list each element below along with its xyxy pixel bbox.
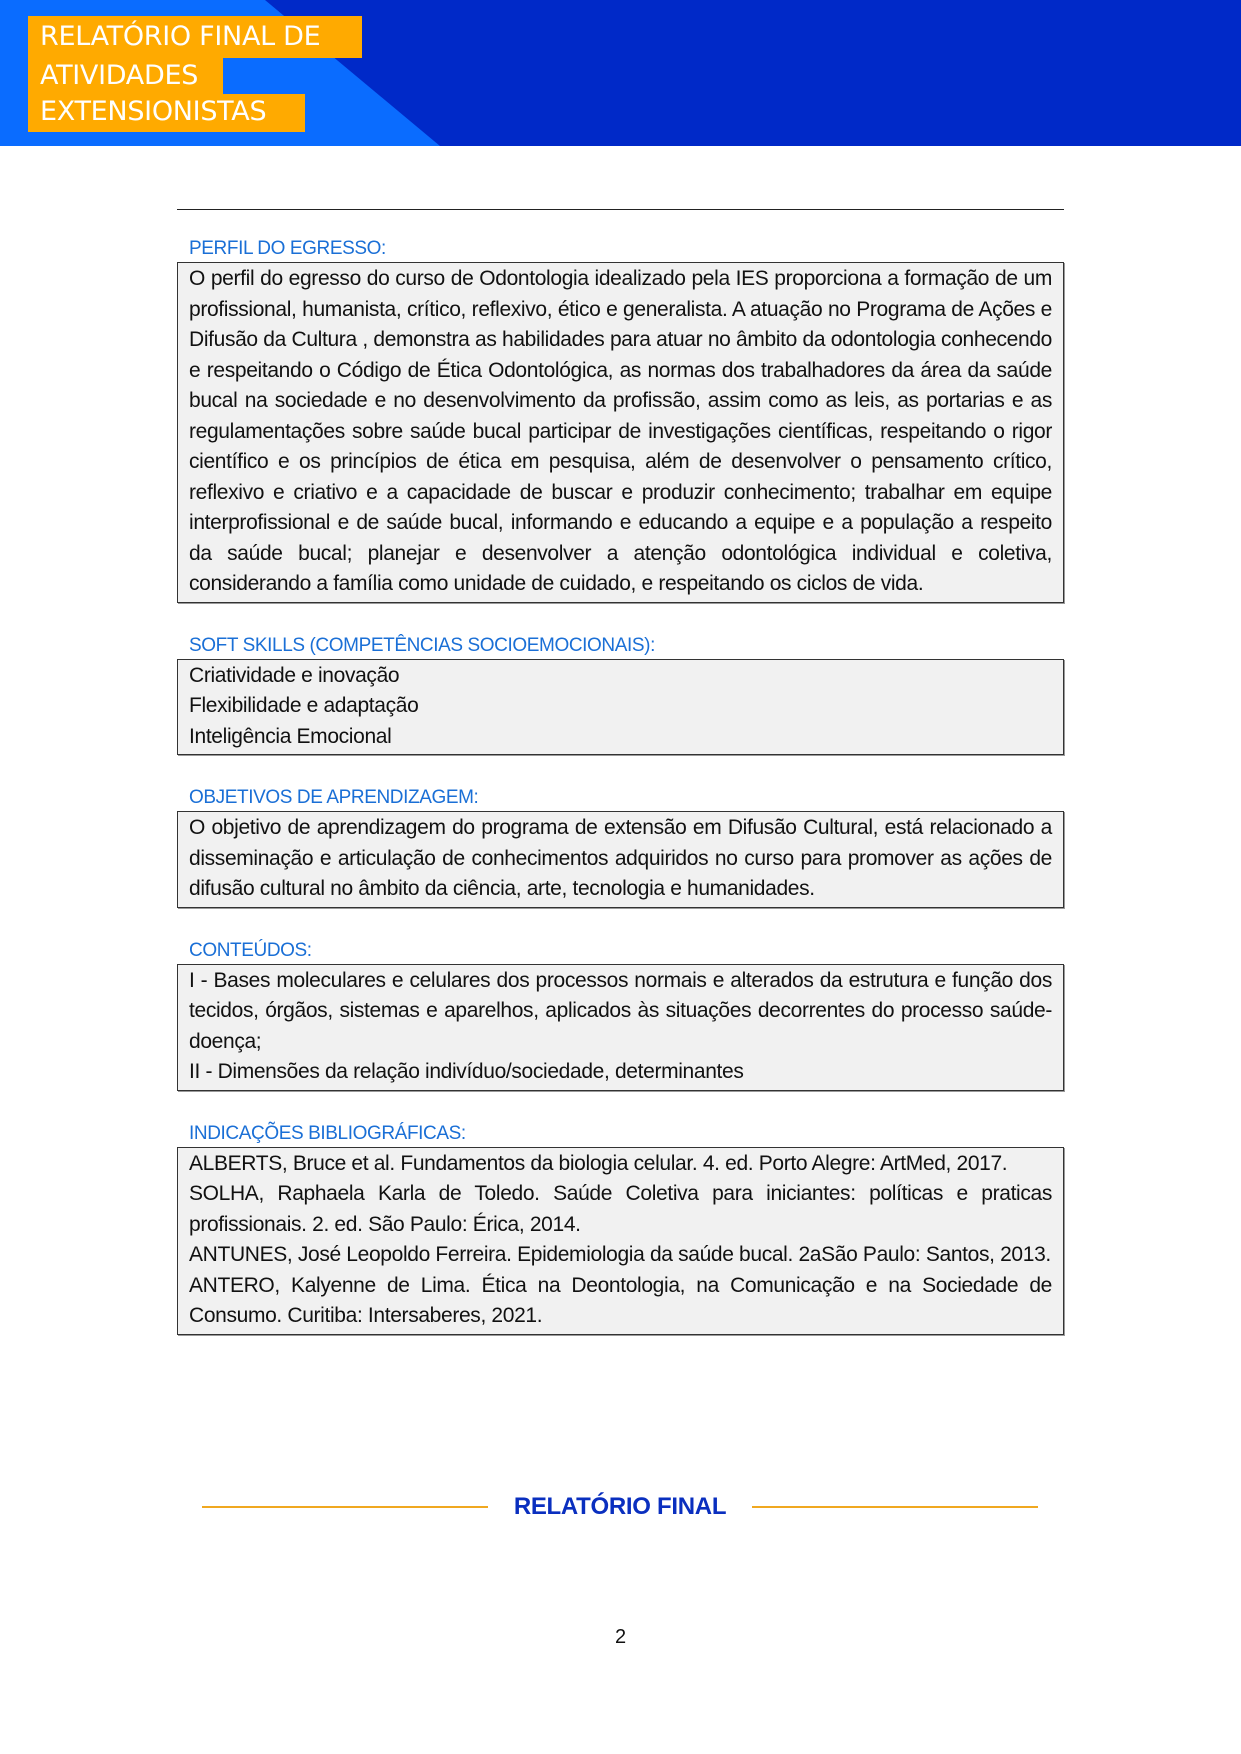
section-label: SOFT SKILLS (COMPETÊNCIAS SOCIOEMOCIONAIS):	[189, 634, 655, 656]
bibliography-entry: ANTUNES, José Leopoldo Ferreira. Epidemiologia da saúde bucal. 2aSão Paulo: Santos, 2013.	[189, 1243, 1051, 1266]
footer-title: RELATÓRIO FINAL	[513, 1493, 727, 1520]
header-banner	[0, 0, 1241, 146]
section-bibliografia	[177, 1121, 1064, 1335]
bibliography-entry: ALBERTS, Bruce et al. Fundamentos da biologia celular. 4. ed. Porto Alegre: ArtMed, 2017.	[189, 1151, 1008, 1175]
report-title-line-3: EXTENSIONISTAS	[28, 94, 305, 132]
document-body	[177, 236, 1064, 1335]
section-box	[177, 811, 1064, 908]
report-title-line-1: RELATÓRIO FINAL DE	[28, 16, 362, 58]
footer-rule-left	[202, 1506, 488, 1508]
section-label: PERFIL DO EGRESSO:	[189, 238, 386, 259]
section-perfil-egresso	[177, 236, 1064, 603]
section-box	[177, 1147, 1064, 1335]
section-label: OBJETIVOS DE APRENDIZAGEM:	[189, 787, 479, 808]
list-item: I - Bases moleculares e celulares dos processos normais e alterados da estrutura e função dos tecidos, órgãos, sistemas e aparelhos, aplicados às situações decorrentes do processo saúde-doença;	[189, 968, 1052, 1053]
section-label: CONTEÚDOS:	[189, 939, 312, 961]
section-box	[177, 964, 1064, 1091]
section-box	[177, 659, 1064, 756]
top-divider	[177, 209, 1064, 210]
section-box	[177, 262, 1064, 603]
section-soft-skills	[177, 633, 1064, 756]
footer-rule-right	[752, 1506, 1038, 1508]
page-number: 2	[614, 1626, 627, 1648]
objetivos-text: O objetivo de aprendizagem do programa de extensão em Difusão Cultural, está relacionado a disseminação e articulação de conhecimentos adquiridos no curso para promover as ações de difusão cultural no âmbito da ciência, arte, tecnologia e humanidades.	[189, 816, 1052, 900]
perfil-text: O perfil do egresso do curso de Odontologia idealizado pela IES proporciona a formação de um profissional, humanista, crítico, reflexivo, ético e generalista. A atuação no Programa de Ações e Difusão da Cultura , demonstra as habilidades para atuar no âmbito da odontologia conhecendo e respeitando o Código de Ética Odontológica, as normas dos trabalhadores da área da saúde bucal na sociedade e no desenvolvimento da profissão, assim como as leis, as portarias e as regulamentações sobre saúde bucal participar de investigações científicas, respeitando o rigor científico e os princípios de ética em pesquisa, além de desenvolver o pensamento crítico, reflexivo e criativo e a capacidade de buscar e produzir conhecimento; trabalhar em equipe interprofissional e de saúde bucal, informando e educando a equipe e a população a respeito da saúde bucal; planejar e desenvolver a atenção odontológica individual e coletiva, considerando a família como unidade de cuidado, e respeitando os ciclos de vida.	[189, 267, 1052, 595]
list-item: Criatividade e inovação	[189, 663, 400, 687]
list-item: Flexibilidade e adaptação	[189, 694, 419, 717]
bibliography-entry: ANTERO, Kalyenne de Lima. Ética na Deontologia, na Comunicação e na Sociedade de Consumo. Curitiba: Intersaberes, 2021.	[189, 1273, 1052, 1327]
footer-heading	[0, 1490, 1241, 1524]
report-title-line-2: ATIVIDADES	[28, 58, 223, 94]
section-objetivos	[177, 785, 1064, 908]
list-item: Inteligência Emocional	[189, 724, 392, 748]
report-title-box	[28, 16, 362, 132]
section-label: INDICAÇÕES BIBLIOGRÁFICAS:	[189, 1122, 466, 1144]
section-conteudos	[177, 938, 1064, 1091]
list-item: II - Dimensões da relação indivíduo/sociedade, determinantes	[189, 1060, 744, 1083]
bibliography-entry: SOLHA, Raphaela Karla de Toledo. Saúde Coletiva para iniciantes: políticas e praticas profissionais. 2. ed. São Paulo: Érica, 2014.	[189, 1182, 1052, 1236]
